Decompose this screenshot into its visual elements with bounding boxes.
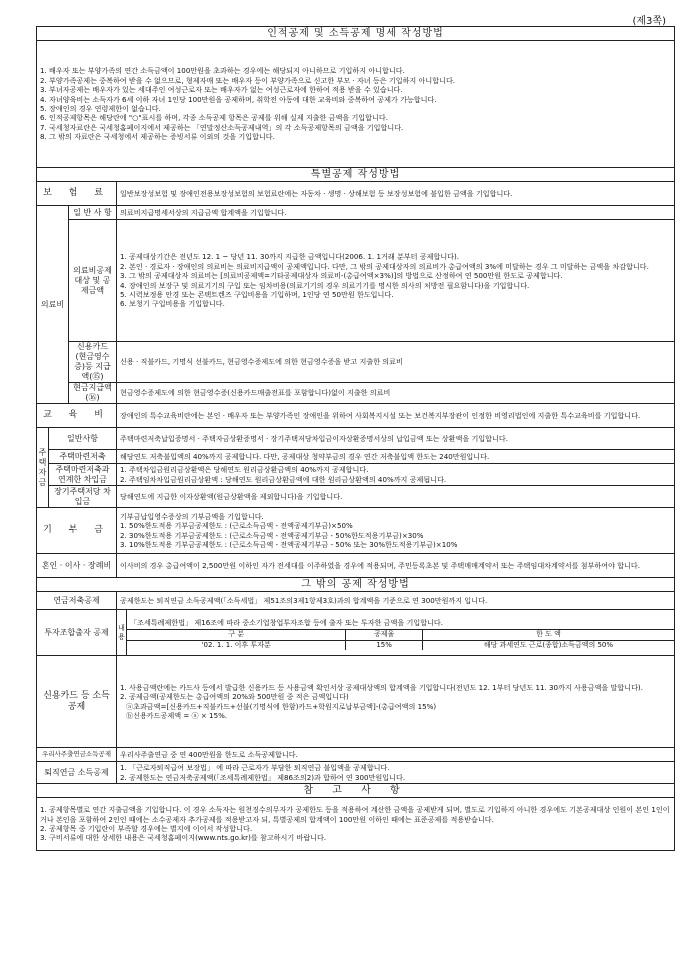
retire-line: 2. 공제한도는 연금저축공제액(「조세특례제한법」 제86조의2)과 합하여 연 300만원입니다.: [120, 772, 406, 782]
medical-cash-text: 현금영수증제도에 의한 현금영수증(신용카드매출전표를 포함합니다)없이 지출한 의료비: [117, 383, 675, 404]
invest-content-label: 내용: [117, 610, 127, 656]
section1-body: [37, 41, 675, 168]
retire-line: 1. 「근로자퇴직급여 보장법」 에 따라 근로자가 부담한 퇴직연금 불입액을 공제합니다.: [120, 763, 390, 773]
invest-cell: [127, 610, 675, 656]
housing-linked-line: 1. 주택차입금원리금상환액은 당해연도 원리금상환금액의 40%까지 공제합니다.: [120, 465, 369, 475]
medical-group-label: 의료비: [37, 206, 69, 404]
donation-line: 1. 50%한도적용 기부금공제한도 : (근로소득금액 - 전액공제기부금)×50%: [120, 521, 353, 531]
card-line: ⓐ초과금액=[신용카드+직불카드+선불(기명식에 한함)카드+학원지로납부금액]-(총급여액의 15%): [126, 701, 437, 711]
housing-saving-label: 주택마련저축: [49, 450, 117, 464]
medical-line: 6. 보청기 구입비용을 기입합니다.: [120, 299, 225, 309]
medical-line: 1. 공제대상기간은 전년도 12. 1 ~ 당년 11. 30까지 지급한 금액입니다(2006. 1. 1거래 분부터 공제합니다).: [120, 252, 460, 262]
donation-label: 기 부 금: [37, 508, 117, 554]
retire-label: 퇴직연금 소득공제: [37, 762, 117, 784]
retire-text: [117, 762, 675, 784]
section3-title: 그 밖의 공제 작성방법: [37, 578, 675, 592]
invest-cell-value: '02. 1. 1. 이후 투자분: [127, 640, 346, 650]
medical-line: 4. 장애인의 보장구 및 의료기기의 구입 또는 임차비용(의료기기의 경우 의료기기를 명시한 의사의 처방전 필요함니다)을 기입합니다.: [120, 280, 530, 290]
education-label: 교 육 비: [37, 404, 117, 428]
wedding-text: 이사비의 경우 총급여액이 2,500만원 이하인 자가 전세대를 이주하였을 경우에 적용되며, 주민등록초본 및 주택매매계약서 또는 주택임대차계약서를 첨부하여야 합니다.: [117, 554, 675, 578]
invest-rate-table: [127, 629, 674, 650]
sec1-line: 6. 인적공제항목은 해당란에 "○"표시를 하며, 각종 소득공제 항목은 공제를 위해 실제 지출한 금액을 기입합니다.: [40, 113, 388, 123]
insurance-text: 일반보장성보험 및 장애인전용보장성보험의 보험료란에는 자동차 · 생명 · 상해보험 등 보장성보험에 불입한 금액을 기입합니다.: [117, 182, 675, 206]
section4-body: [37, 798, 675, 851]
sec4-line: 1. 공제항목별로 연간 지출금액을 기입합니다. 이 경우 소득자는 원천징수의무자가 공제한도 등을 적용하여 계산한 금액을 공제받게 되며, 별도로 기입하지 아니한 경우에도 기본공제대상 인원이 본인 1인이거나 본인을 포함하여 2인인 때에는 소수공제자 추가공제를 적용받고자 되, 특별공제의 합계액이 100만원 이하인 때에는 표준공제를 적용받습니다.: [40, 805, 670, 824]
sec1-line: 5. 장애인의 경우 연령제한이 없습니다.: [40, 104, 161, 113]
wedding-label: 혼인 · 이사 · 장례비: [37, 554, 117, 578]
invest-header: 한 도 액: [422, 630, 674, 640]
sec1-line: 3. 부녀자공제는 배우자가 있는 세대주인 여성근로자 또는 배우자가 없는 여성근로자에 한하여 적용 받을 수 있습니다.: [40, 85, 403, 95]
housing-mortgage-label: 장기주택저당 차입금: [49, 486, 117, 508]
sec1-line: 4. 자녀양육비는 소득자가 6세 이하 자녀 1인당 100만원을 공제하며, 취학전 아동에 대한 교육비와 중복하여 공제가 가능합니다.: [40, 94, 437, 104]
invest-header: 구 분: [127, 630, 346, 640]
donation-text: [117, 508, 675, 554]
insurance-label: 보 험 료: [37, 182, 117, 206]
housing-mortgage-text: 당해연도에 지급한 이자상환액(원금상환액을 제외합니다)을 기입합니다.: [117, 486, 675, 508]
invest-cell-value: 해당 과세연도 근로(종합)소득금액의 50%: [422, 640, 674, 650]
card-line: 2. 공제금액(공제한도는 총급여액의 20%와 500만원 중 적은 금액입니다): [120, 692, 349, 702]
sec4-line: 2. 공제항목 중 기입란이 부족할 경우에는 별지에 이어서 작성합니다.: [40, 824, 253, 833]
donation-line: 2. 30%한도적용 기부금공제한도 : (근로소득금액 - 전액공제기부금 - 50%한도적용기부금)×30%: [120, 530, 424, 540]
section4-title: 참 고 사 항: [37, 784, 675, 798]
invest-cell-value: 15%: [346, 640, 423, 650]
housing-linked-text: [117, 464, 675, 486]
medical-card-text: 신용 · 직불카드, 기명식 선불카드, 현금영수증제도에 의한 현금영수증을 받고 지출한 의료비: [117, 342, 675, 383]
section2-title: 특별공제 작성방법: [37, 168, 675, 182]
card-label: 신용카드 등 소득공제: [37, 656, 117, 748]
invest-label: 투자조합출자 공제: [37, 610, 117, 656]
housing-saving-text: 해당연도 저축불입액의 40%까지 공제합니다. 다만, 공제대상 청약부금의 경우 연간 저축불입액 한도는 240만원입니다.: [117, 450, 675, 464]
housing-linked-line: 2. 주택임차차입금원리금상환액 : 당해연도 원리금상환금액에 대한 원리금상환액의 40%까지 공제됩니다.: [120, 474, 447, 484]
medical-line: 5. 시력보정용 안경 또는 콘택트렌즈 구입비용을 기입하며, 1인당 연 50만원 한도입니다.: [120, 289, 394, 299]
card-line: ⓑ신용카드공제액 = ⓐ × 15%.: [126, 710, 228, 720]
housing-group-label: 주택자금: [37, 428, 49, 508]
medical-target-text: [117, 220, 675, 342]
pension2-label: 우리사주출연금소득공제: [37, 748, 117, 762]
card-line: 1. 사용금액란에는 카드사 등에서 발급한 신용카드 등 사용금액 확인서상 공제대상액의 합계액을 기입합니다(전년도 12. 1부터 당년도 11. 30까지 사용금액을 말합니다).: [120, 682, 643, 692]
sec1-line: 8. 그 밖의 자료란은 국세청에서 제공하는 증빙서류 이외의 것을 기입합니다.: [40, 132, 275, 142]
medical-card-label: 신용카드(현금영수증)등 지급액(⑮): [69, 342, 117, 383]
page-number: (제3쪽): [632, 16, 666, 27]
medical-cash-label: 현금지급액(⑯): [69, 383, 117, 404]
medical-general-label: 일 반 사 항: [69, 206, 117, 220]
pension-label: 연금저축공제: [37, 592, 117, 610]
card-text: [117, 656, 675, 748]
pension-text: 공제한도는 퇴직연금 소득공제액(「소득세법」 제51조의3제1항제3호)과의 합계액을 기준으로 연 300만원까지 입니다.: [117, 592, 675, 610]
pension2-text: 우리사주출연금 중 연 400만원을 한도로 소득공제합니다.: [117, 748, 675, 762]
sec4-line: 3. 구비서류에 대한 상세한 내용은 국세청홈페이지(www.nts.go.kr)를 참고하시기 바랍니다.: [40, 833, 327, 843]
housing-general-label: 일반사항: [49, 428, 117, 450]
medical-line: 2. 본인 · 경로자 · 장애인의 의료비는 의료비지급액이 공제액입니다. 다만, 그 밖의 공제대상자의 의료비가 총급여액의 3%에 미달하는 경우 그 미달하는 금액을 차감합니다.: [120, 261, 649, 271]
guide-table: [36, 26, 675, 851]
invest-text: 「조세특례제한법」 제16조에 따라 중소기업창업투자조합 등에 출자 또는 투자한 금액을 기입합니다.: [130, 617, 444, 627]
sec1-line: 1. 배우자 또는 부양가족의 연간 소득금액이 100만원을 초과하는 경우에는 해당되지 아니하므로 기입하지 아니합니다.: [40, 66, 405, 76]
invest-header: 공제율: [346, 630, 423, 640]
sec1-line: 2. 부양가족공제는 중복하여 받을 수 없으므로, 형제자매 또는 배우자 등이 부양가족으로 신고한 부모 · 자녀 등은 기입하지 아니합니다.: [40, 75, 456, 85]
housing-general-text: 주택마련저축납입증명서 · 주택자금상환증명서 · 장기주택저당차입금이자상환증명서상의 납입금액 또는 상환액을 기입합니다.: [117, 428, 675, 450]
housing-linked-label: 주택마련저축과 연계한 차입금: [49, 464, 117, 486]
sec1-line: 7. 국세청자료란은 국세청홈페이지에서 제공하는 「연말정산소득공제내역」의 각 소득공제항목의 금액을 기입합니다.: [40, 122, 404, 132]
donation-line: 3. 10%한도적용 기부금공제한도 : (근로소득금액 - 전액공제기부금 - 50% 또는 30%한도적용기부금)×10%: [120, 539, 458, 549]
education-text: 장애인의 특수교육비란에는 본인 · 배우자 또는 부양가족인 장애인을 위하여 사회복지시설 또는 보건복지부장관이 인정한 비영리법인에 지출한 특수교육비를 기입합니다.: [117, 404, 675, 428]
medical-general-text: 의료비지급명세서상의 지급금액 합계액을 기입합니다.: [117, 206, 675, 220]
medical-line: 3. 그 밖의 공제대상자 의료비는 [의료비공제액=기타공제대상자 의료비-(총급여액×3%)]의 방법으로 산정하여 연 500만원 한도로 공제합니다.: [120, 271, 563, 281]
medical-target-label: 의료비공제대상 및 공제금액: [69, 220, 117, 342]
donation-line: 기부금납입영수증상의 기부금액을 기입합니다.: [120, 511, 264, 521]
section1-title: 인적공제 및 소득공제 명세 작성방법: [37, 27, 675, 41]
